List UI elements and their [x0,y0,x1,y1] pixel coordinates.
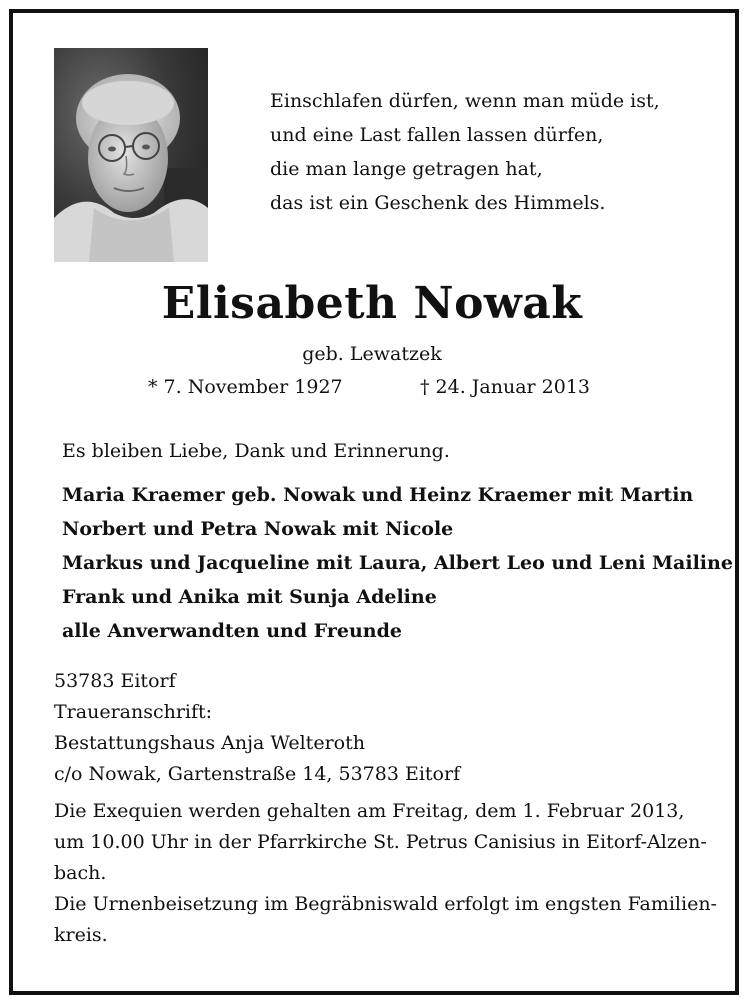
family-member: Maria Kraemer geb. Nowak und Heinz Kraemer mit Martin [62,484,694,506]
poem [270,84,690,220]
family-member: alle Anverwandten und Freunde [62,620,402,642]
address-line: Traueranschrift: [54,701,213,723]
family-member: Markus und Jacqueline mit Laura, Albert Leo und Leni Mailine [62,552,733,574]
service-line: bach. [54,862,107,884]
portrait-image [54,48,208,262]
maiden-name: geb. Lewatzek [302,343,442,365]
address-line: c/o Nowak, Gartenstraße 14, 53783 Eitorf [54,763,461,785]
deceased-name: Elisabeth Nowak [161,278,583,329]
portrait-photo [54,48,208,262]
poem-line: Einschlafen dürfen, wenn man müde ist, [270,90,660,112]
closing-line: Es bleiben Liebe, Dank und Erinnerung. [62,440,450,462]
poem-line: und eine Last fallen lassen dürfen, [270,124,604,146]
family-member: Norbert und Petra Nowak mit Nicole [62,518,454,540]
death-date: † 24. Januar 2013 [420,376,591,398]
service-line: kreis. [54,924,108,946]
poem-line: die man lange getragen hat, [270,158,543,180]
poem-line: das ist ein Geschenk des Himmels. [270,192,606,214]
service-details [54,796,717,951]
family-member: Frank und Anika mit Sunja Adeline [62,586,437,608]
service-line: Die Exequien werden gehalten am Freitag, dem 1. Februar 2013, [54,800,685,822]
address-line: Bestattungshaus Anja Welteroth [54,732,365,754]
birth-date: * 7. November 1927 [148,376,343,398]
address-line: 53783 Eitorf [54,670,176,692]
service-line: um 10.00 Uhr in der Pfarrkirche St. Petrus Canisius in Eitorf-Alzen- [54,831,707,853]
service-line: Die Urnenbeisetzung im Begräbniswald erfolgt im engsten Familien- [54,893,717,915]
family-list [62,478,733,648]
mourning-address [54,666,694,790]
